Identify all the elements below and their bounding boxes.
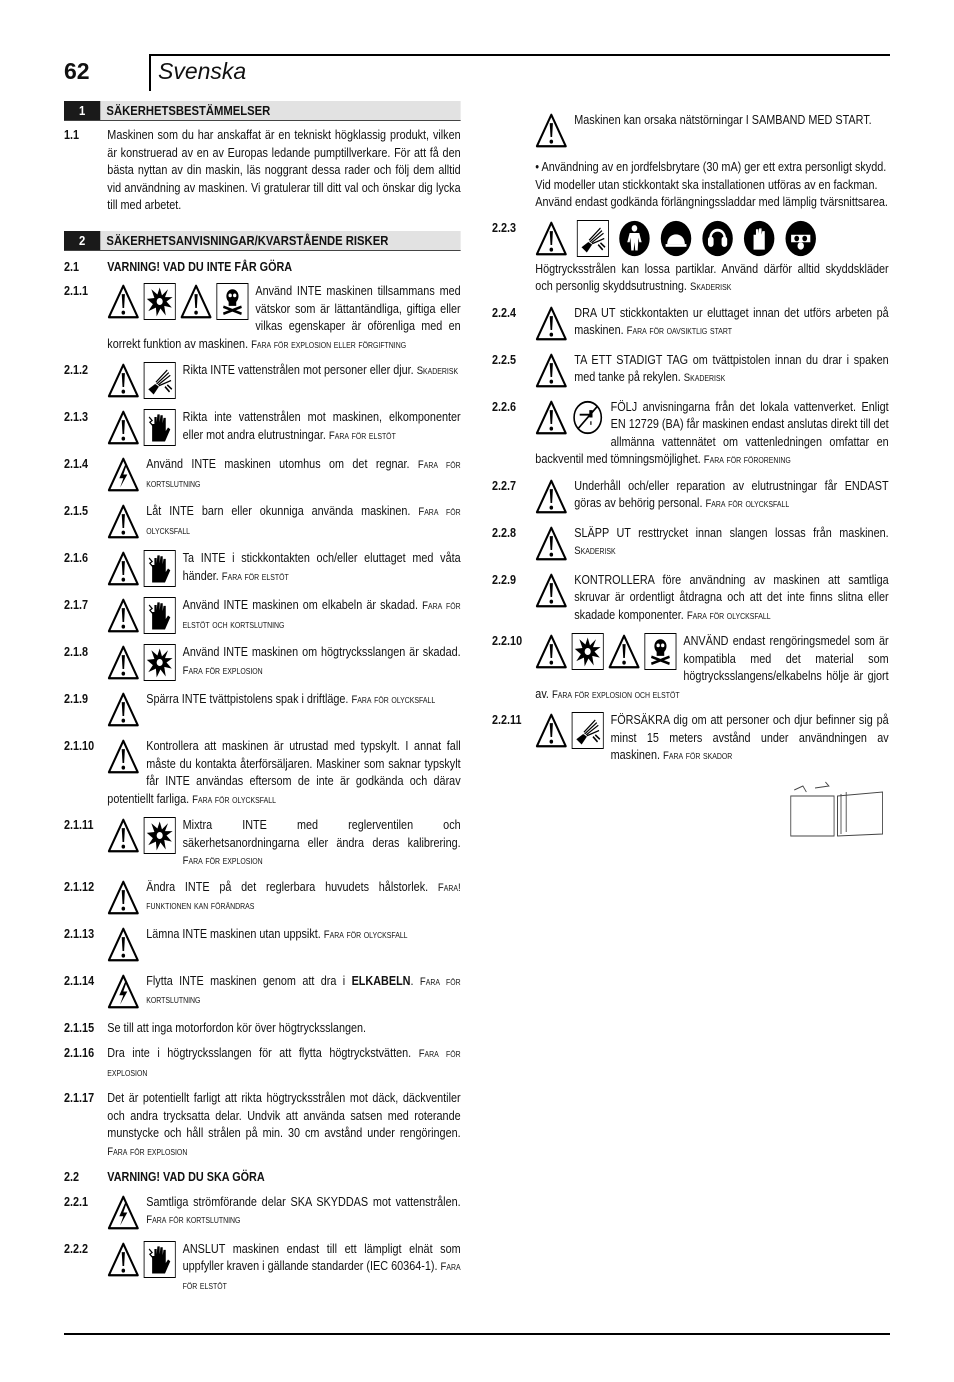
warning-icon — [180, 283, 212, 320]
warning-icon — [107, 409, 139, 446]
warning-icon — [107, 283, 139, 320]
section-1-heading: 1 SÄKERHETSBESTÄMMELSER — [64, 101, 461, 121]
spray-person-icon — [144, 362, 176, 399]
ear-protection-icon — [702, 220, 734, 257]
warning-icon — [608, 633, 640, 670]
warning-icon — [535, 305, 567, 342]
spray-person-icon — [572, 712, 604, 749]
item-2-1-15: 2.1.15 Se till att inga motorfordon kör över högtrycksslangen. — [64, 1020, 367, 1035]
warning-icon — [535, 220, 567, 257]
item-2-2-5: 2.2.5 TA ETT STADIGT TAG om tvättpistolen innan du drar i spaken med tanke på rekylen. Skaderisk — [492, 352, 889, 391]
explosion-icon — [144, 283, 176, 320]
explosion-icon — [144, 644, 176, 681]
electric-hand-icon — [144, 550, 176, 587]
warning-icon — [107, 644, 139, 681]
item-2-2-9: 2.2.9 KONTROLLERA före användning av maskinen att samtliga skruvar är ordentligt åtdragna och att det inte finns slitna eller skadade komponenter. Fara för olycksfall — [492, 572, 889, 622]
start-interference-note: Maskinen kan orsaka nätstörningar I SAMBAND MED START. — [492, 112, 889, 151]
gloves-icon — [743, 220, 775, 257]
high-voltage-icon — [107, 973, 139, 1010]
item-2-1-4: 2.1.4 Använd INTE maskinen utomhus om det regnar. Fara för kortslutning — [64, 456, 461, 495]
item-2-1-17: 2.1.17 Det är potentiellt farligt att rikta högtrycksstrålen mot däck, däckventiler och andra trycksatta delar. Undvik att använda satsen med roterande munstycke och håll strålen på min. 30 cm avstånd under rengöringen. Fara för explosion — [64, 1091, 461, 1158]
warning-icon — [107, 597, 139, 634]
item-2-2-1: 2.2.1 Samtliga strömförande delar SKA SKYDDAS mot vattenstrålen. Fara för kortslutning — [64, 1194, 461, 1233]
header-language: Svenska — [158, 58, 247, 84]
goggles-icon — [785, 220, 817, 257]
electric-hand-icon — [144, 597, 176, 634]
high-voltage-icon — [107, 1194, 139, 1231]
warning-icon — [107, 503, 139, 540]
item-2-1-1: 2.1.1 Använd INTE maskinen tillsammans med vätskor som är lättantändliga, giftiga eller vilkas egenskaper är oförenliga med en korrekt funktion av maskinen. Fara för explosion eller förgiftning — [64, 284, 461, 351]
item-2-1-3: 2.1.3 Rikta inte vattenstrålen mot maskinen, elkomponenter eller mot andra elutrustningar. Fara för elstöt — [64, 409, 461, 448]
item-2-2-2: 2.2.2 ANSLUT maskinen endast till ett lämpligt elnät som uppfyller kraven i gällande standarder (IEC 60364-1). Fara för elstöt — [64, 1241, 461, 1292]
item-2-1-10: 2.1.10 Kontrollera att maskinen är utrustad med typskylt. I annat fall måste du kontakta återförsäljaren. Maskiner som saknar typskylt får INTE användas eftersom de inte är godkända och därav potentiellt farliga. Fara för olycksfall — [64, 739, 461, 806]
item-1-1: 1.1 Maskinen som du har anskaffat är en tekniskt högklassig produkt, vilken är konstruerad av en av Europas ledande pumptillverkare. För att få den bästa nyttan av din maskin, läs noggrant dessa rader och följ dem alltid vid användning av maskinen. Vi gratulerar till ditt val och önskar dig lycka till med arbetet. — [64, 128, 461, 212]
warning-icon — [107, 362, 139, 399]
manual-book-icon — [781, 778, 892, 838]
header-vertical-rule — [149, 54, 151, 91]
high-voltage-icon — [107, 456, 139, 493]
electric-hand-icon — [144, 409, 176, 446]
item-2-2-8: 2.2.8 SLÄPP UT resttrycket innan slangen lossas från maskinen. Skaderisk — [492, 525, 889, 564]
toxic-icon — [216, 283, 248, 320]
warning-icon — [107, 817, 139, 854]
explosion-icon — [572, 633, 604, 670]
warning-icon — [535, 712, 567, 749]
item-2-1-7: 2.1.7 Använd INTE maskinen om elkabeln är skadad. Fara för elstöt och kortslutning — [64, 597, 461, 636]
warning-icon — [535, 399, 567, 436]
electrical-notes: • Användning av en jordfelsbrytare (30 mA) ger ett extra personligt skydd. Vid modeller utan stickkontakt ska installationen utföras av en fackman. Använd endast godkända förlängningssladdar med lämplig tvärsnittsarea. — [535, 160, 888, 209]
warning-icon — [107, 1241, 139, 1278]
warning-icon — [535, 572, 567, 609]
warning-icon — [107, 691, 139, 728]
page-number: 62 — [64, 58, 90, 84]
item-2-2-3: 2.2.3 Högtrycksstrålen kan lossa partiklar. Använd därför alltid skyddskläder och personlig skyddsutrustning. Skaderisk — [492, 220, 889, 293]
subsection-2-1-heading: 2.1 VARNING! VAD DU INTE FÅR GÖRA — [64, 259, 293, 274]
right-column — [492, 112, 889, 838]
item-2-2-4: 2.2.4 DRA UT stickkontakten ur eluttaget innan det utförs arbeten på maskinen. Fara för oavsiktlig start — [492, 305, 889, 344]
item-2-1-9: 2.1.9 Spärra INTE tvättpistolens spak i driftläge. Fara för olycksfall — [64, 691, 461, 730]
item-2-1-14: 2.1.14 Flytta INTE maskinen genom att dra i ELKABELN. Fara för kortslutning — [64, 973, 461, 1012]
spray-person-icon — [577, 220, 609, 257]
item-2-1-11: 2.1.11 Mixtra INTE med reglerventilen och säkerhetsanordningarna eller ändra deras kalibrering. Fara för explosion — [64, 818, 461, 867]
protective-suit-icon — [618, 220, 650, 257]
item-2-2-10: 2.2.10 ANVÄND endast rengöringsmedel som är kompatibla med det material som högtrycksslangens/elkabelns hölje är gjort av. Fara för explosion och elstöt — [492, 634, 889, 701]
footer-rule — [64, 1333, 890, 1335]
warning-icon — [107, 738, 139, 775]
warning-icon — [535, 352, 567, 389]
item-2-1-6: 2.1.6 Ta INTE i stickkontakten och/eller eluttaget med våta händer. Fara för elstöt — [64, 550, 461, 589]
warning-icon — [107, 550, 139, 587]
electric-hand-icon — [144, 1241, 176, 1278]
warning-icon — [535, 112, 567, 149]
header-rule — [151, 54, 890, 56]
item-2-1-12: 2.1.12 Ändra INTE på det reglerbara huvudets hålstorlek. Fara! funktionen kan förändras — [64, 879, 461, 918]
water-tap-prohibited-icon — [572, 399, 604, 436]
item-2-2-6: 2.2.6 FÖLJ anvisningarna från det lokala vattenverket. Enligt EN 12729 (BA) får maskinen endast anslutas direkt till det allmänna vattennätet om vattenledningen omfattar en backventil med tömningsmöjlighet. Fara för förorening — [492, 399, 889, 466]
item-2-1-8: 2.1.8 Använd INTE maskinen om högtrycksslangen är skadad. Fara för explosion — [64, 644, 461, 683]
warning-icon — [535, 633, 567, 670]
item-2-1-2: 2.1.2 Rikta INTE vattenstrålen mot personer eller djur. Skaderisk — [64, 362, 461, 401]
item-2-1-16: 2.1.16 Dra inte i högtrycksslangen för att flytta högtryckstvätten. Fara för explosion — [64, 1046, 461, 1079]
item-2-2-7: 2.2.7 Underhåll och/eller reparation av elutrustningar får ENDAST göras av behörig personal. Fara för olycksfall — [492, 478, 889, 517]
item-2-2-11: 2.2.11 FÖRSÄKRA dig om att personer och djur befinner sig på minst 15 meters avstånd under användningen av maskinen. Fara för skador — [492, 713, 889, 762]
explosion-icon — [144, 817, 176, 854]
left-column — [64, 101, 461, 1303]
warning-icon — [535, 525, 567, 562]
item-2-1-13: 2.1.13 Lämna INTE maskinen utan uppsikt. Fara för olycksfall — [64, 926, 461, 965]
toxic-icon — [644, 633, 676, 670]
helmet-icon — [660, 220, 692, 257]
section-2-heading: 2 SÄKERHETSANVISNINGAR/KVARSTÅENDE RISKER — [64, 231, 461, 251]
subsection-2-2-heading: 2.2 VARNING! VAD DU SKA GÖRA — [64, 1170, 265, 1184]
warning-icon — [107, 879, 139, 916]
warning-icon — [535, 478, 567, 515]
warning-icon — [107, 926, 139, 963]
item-2-1-5: 2.1.5 Låt INTE barn eller okunniga använda maskinen. Fara för olycksfall — [64, 503, 461, 542]
